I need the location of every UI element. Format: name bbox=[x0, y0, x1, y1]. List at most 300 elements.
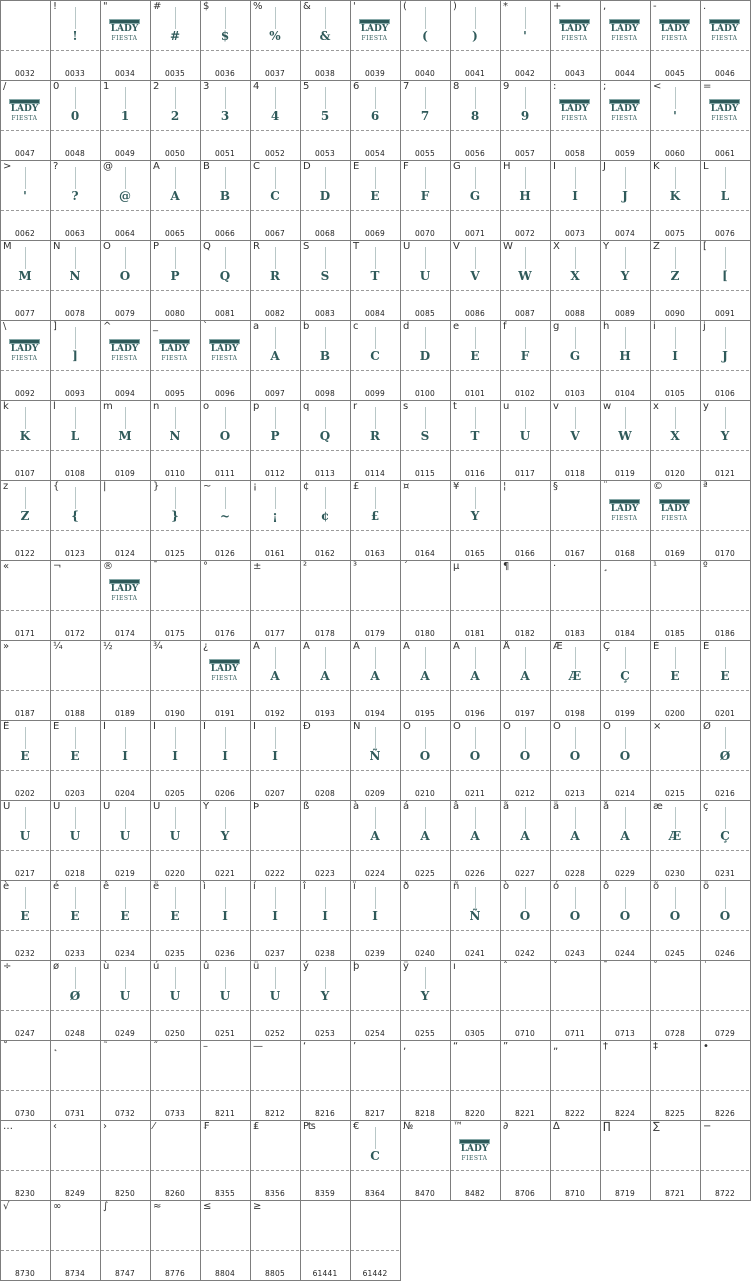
char-code: 0069 bbox=[365, 229, 385, 238]
glyph-sample bbox=[700, 749, 750, 763]
glyph-cell bbox=[700, 960, 750, 1040]
glyph-sample bbox=[400, 749, 450, 763]
baseline-guide bbox=[651, 1090, 699, 1091]
baseline-guide bbox=[351, 290, 399, 291]
key-char: ù bbox=[103, 961, 110, 972]
logo-subtitle: FIESTA bbox=[661, 515, 688, 522]
baseline-guide bbox=[1, 770, 49, 771]
char-code: 0086 bbox=[465, 309, 485, 318]
glyph-cell bbox=[0, 160, 50, 240]
char-code: 0072 bbox=[515, 229, 535, 238]
glyph-cell bbox=[100, 880, 150, 960]
char-code: 0227 bbox=[515, 869, 535, 878]
key-char: @ bbox=[103, 161, 113, 172]
char-code: 0163 bbox=[365, 549, 385, 558]
char-code: 0198 bbox=[565, 709, 585, 718]
char-code: 0043 bbox=[565, 69, 585, 78]
key-char: Æ bbox=[553, 641, 563, 652]
hanging-string bbox=[125, 407, 126, 429]
glyph-cell bbox=[0, 240, 50, 320]
lady-fiesta-logo bbox=[658, 499, 691, 531]
glyph-sample bbox=[50, 509, 100, 523]
glyph-cell bbox=[450, 80, 500, 160]
hanging-string bbox=[175, 87, 176, 109]
key-char: [ bbox=[703, 241, 707, 252]
baseline-guide bbox=[201, 770, 249, 771]
glyph-sample bbox=[250, 509, 300, 523]
hanging-string bbox=[275, 727, 276, 749]
char-code: 0175 bbox=[165, 629, 185, 638]
char-code: 0248 bbox=[65, 1029, 85, 1038]
baseline-guide bbox=[151, 850, 199, 851]
char-code: 0162 bbox=[315, 549, 335, 558]
baseline-guide bbox=[1, 690, 49, 691]
hanging-string bbox=[225, 887, 226, 909]
baseline-guide bbox=[301, 1090, 349, 1091]
hanging-string bbox=[475, 807, 476, 829]
key-char: G bbox=[453, 161, 461, 172]
logo-subtitle: FIESTA bbox=[111, 35, 138, 42]
char-code: 0243 bbox=[565, 949, 585, 958]
baseline-guide bbox=[101, 770, 149, 771]
hanging-string bbox=[425, 247, 426, 269]
baseline-guide bbox=[601, 450, 649, 451]
key-char: £ bbox=[353, 481, 360, 492]
glyph-cell bbox=[700, 800, 750, 880]
baseline-guide bbox=[451, 690, 499, 691]
char-code: 0237 bbox=[265, 949, 285, 958]
glyph-char: F bbox=[520, 349, 530, 363]
char-code: 0071 bbox=[465, 229, 485, 238]
glyph-cell bbox=[350, 1040, 400, 1120]
glyph-cell bbox=[350, 1200, 400, 1280]
lady-fiesta-logo bbox=[658, 19, 691, 51]
key-char: Ï bbox=[253, 721, 256, 732]
glyph-char: Y bbox=[720, 429, 730, 443]
grid-horizontal-line bbox=[0, 1120, 751, 1121]
glyph-char: O bbox=[619, 749, 631, 763]
hanging-string bbox=[325, 407, 326, 429]
glyph-sample bbox=[50, 909, 100, 923]
baseline-guide bbox=[151, 210, 199, 211]
key-char: g bbox=[553, 321, 560, 332]
char-code: 0183 bbox=[565, 629, 585, 638]
glyph-char: U bbox=[119, 989, 131, 1003]
glyph-cell bbox=[0, 960, 50, 1040]
key-char: y bbox=[703, 401, 709, 412]
glyph-char: 8 bbox=[470, 109, 480, 123]
glyph-char: I bbox=[672, 349, 678, 363]
hanging-string bbox=[725, 727, 726, 749]
key-char: Ô bbox=[503, 721, 511, 732]
char-code: 0078 bbox=[65, 309, 85, 318]
key-char: ´ bbox=[403, 561, 408, 572]
hanging-string bbox=[425, 647, 426, 669]
baseline-guide bbox=[701, 850, 749, 851]
char-code: 8225 bbox=[665, 1109, 685, 1118]
glyph-sample bbox=[500, 669, 550, 683]
glyph-char: 0 bbox=[70, 109, 80, 123]
key-char: S bbox=[303, 241, 310, 252]
hanging-string bbox=[75, 727, 76, 749]
glyph-char: O bbox=[219, 429, 231, 443]
char-code: 0095 bbox=[165, 389, 185, 398]
glyph-cell bbox=[100, 1040, 150, 1120]
key-char: „ bbox=[553, 1041, 559, 1052]
hanging-string bbox=[125, 967, 126, 989]
baseline-guide bbox=[1, 290, 49, 291]
hanging-string bbox=[375, 887, 376, 909]
logo-subtitle: FIESTA bbox=[561, 115, 588, 122]
key-char: = bbox=[703, 81, 712, 92]
char-code: 0036 bbox=[215, 69, 235, 78]
glyph-cell bbox=[250, 1120, 300, 1200]
glyph-cell bbox=[0, 480, 50, 560]
baseline-guide bbox=[151, 50, 199, 51]
baseline-guide bbox=[701, 1010, 749, 1011]
baseline-guide bbox=[551, 690, 599, 691]
baseline-guide bbox=[501, 1090, 549, 1091]
glyph-cell bbox=[300, 160, 350, 240]
char-code: 0221 bbox=[215, 869, 235, 878]
hanging-string bbox=[525, 807, 526, 829]
baseline-guide bbox=[51, 1170, 99, 1171]
glyph-char: # bbox=[169, 29, 181, 43]
baseline-guide bbox=[651, 290, 699, 291]
char-code: 0041 bbox=[465, 69, 485, 78]
hanging-string bbox=[725, 647, 726, 669]
baseline-guide bbox=[301, 770, 349, 771]
glyph-char: H bbox=[519, 189, 531, 203]
glyph-sample bbox=[450, 29, 500, 43]
char-code: 0068 bbox=[315, 229, 335, 238]
char-code: 0046 bbox=[715, 69, 735, 78]
key-char: H bbox=[503, 161, 511, 172]
baseline-guide bbox=[451, 770, 499, 771]
hanging-string bbox=[725, 167, 726, 189]
key-char: ² bbox=[303, 561, 308, 572]
char-code: 0195 bbox=[415, 709, 435, 718]
baseline-guide bbox=[301, 50, 349, 51]
glyph-cell bbox=[150, 480, 200, 560]
hanging-string bbox=[575, 407, 576, 429]
glyph-cell bbox=[350, 800, 400, 880]
glyph-cell bbox=[350, 640, 400, 720]
baseline-guide bbox=[551, 1010, 599, 1011]
glyph-sample bbox=[350, 669, 400, 683]
glyph-char: 4 bbox=[270, 109, 280, 123]
glyph-sample bbox=[300, 429, 350, 443]
char-code: 0710 bbox=[515, 1029, 535, 1038]
key-char: Á bbox=[303, 641, 310, 652]
hanging-string bbox=[275, 87, 276, 109]
grid-horizontal-line bbox=[0, 720, 751, 721]
glyph-cell bbox=[550, 400, 600, 480]
char-code: 0057 bbox=[515, 149, 535, 158]
glyph-char: U bbox=[419, 269, 431, 283]
glyph-cell bbox=[50, 1200, 100, 1280]
baseline-guide bbox=[151, 610, 199, 611]
glyph-sample bbox=[650, 429, 700, 443]
glyph-cell bbox=[650, 960, 700, 1040]
baseline-guide bbox=[651, 690, 699, 691]
key-char: ^ bbox=[103, 321, 112, 332]
grid-horizontal-line bbox=[0, 240, 751, 241]
char-code: 0106 bbox=[715, 389, 735, 398]
hanging-string bbox=[125, 727, 126, 749]
char-code: 8216 bbox=[315, 1109, 335, 1118]
key-char: ® bbox=[103, 561, 113, 572]
glyph-cell bbox=[200, 800, 250, 880]
key-char: o bbox=[203, 401, 210, 412]
glyph-cell bbox=[100, 240, 150, 320]
glyph-cell bbox=[50, 80, 100, 160]
key-char: j bbox=[703, 321, 706, 332]
baseline-guide bbox=[701, 370, 749, 371]
key-char: + bbox=[553, 1, 562, 12]
glyph-cell bbox=[150, 1040, 200, 1120]
glyph-cell bbox=[50, 720, 100, 800]
glyph-sample bbox=[250, 189, 300, 203]
key-char: * bbox=[503, 1, 508, 12]
glyph-cell bbox=[250, 1040, 300, 1120]
glyph-cell bbox=[600, 560, 650, 640]
char-code: 0045 bbox=[665, 69, 685, 78]
glyph-sample bbox=[150, 909, 200, 923]
glyph-cell bbox=[650, 1120, 700, 1200]
key-char: î bbox=[303, 881, 306, 892]
glyph-cell bbox=[100, 0, 150, 80]
char-code: 0206 bbox=[215, 789, 235, 798]
glyph-cell bbox=[300, 1120, 350, 1200]
logo-subtitle: FIESTA bbox=[711, 115, 738, 122]
glyph-char: O bbox=[719, 909, 731, 923]
key-char: ¯ bbox=[153, 561, 158, 572]
char-code: 0053 bbox=[315, 149, 335, 158]
key-char: ˆ bbox=[503, 961, 508, 972]
key-char: > bbox=[3, 161, 12, 172]
glyph-cell bbox=[50, 320, 100, 400]
hanging-string bbox=[225, 87, 226, 109]
char-code: 0050 bbox=[165, 149, 185, 158]
glyph-cell bbox=[300, 240, 350, 320]
char-code: 0073 bbox=[565, 229, 585, 238]
char-code: 0192 bbox=[265, 709, 285, 718]
char-code: 0228 bbox=[565, 869, 585, 878]
char-code: 0194 bbox=[365, 709, 385, 718]
hanging-string bbox=[75, 487, 76, 509]
glyph-cell bbox=[650, 560, 700, 640]
baseline-guide bbox=[401, 770, 449, 771]
glyph-cell bbox=[100, 160, 150, 240]
logo-subtitle: FIESTA bbox=[11, 355, 38, 362]
hanging-string bbox=[75, 887, 76, 909]
glyph-sample bbox=[500, 269, 550, 283]
baseline-guide bbox=[151, 530, 199, 531]
baseline-guide bbox=[451, 1090, 499, 1091]
key-char: e bbox=[453, 321, 460, 332]
baseline-guide bbox=[51, 130, 99, 131]
glyph-sample bbox=[600, 349, 650, 363]
char-code: 0245 bbox=[665, 949, 685, 958]
key-char: Å bbox=[503, 641, 510, 652]
glyph-char: & bbox=[319, 29, 331, 43]
glyph-cell bbox=[700, 720, 750, 800]
logo-subtitle: FIESTA bbox=[11, 115, 38, 122]
key-char: ¿ bbox=[203, 641, 209, 652]
char-code: 0122 bbox=[15, 549, 35, 558]
hanging-string bbox=[325, 887, 326, 909]
glyph-cell bbox=[200, 640, 250, 720]
grid-horizontal-line bbox=[0, 80, 751, 81]
glyph-char: O bbox=[519, 749, 531, 763]
key-char: › bbox=[103, 1121, 107, 1132]
baseline-guide bbox=[151, 690, 199, 691]
char-code: 0197 bbox=[515, 709, 535, 718]
key-char: Û bbox=[103, 801, 111, 812]
baseline-guide bbox=[201, 930, 249, 931]
glyph-cell bbox=[550, 320, 600, 400]
hanging-string bbox=[575, 327, 576, 349]
baseline-guide bbox=[401, 130, 449, 131]
char-code: 0207 bbox=[265, 789, 285, 798]
baseline-guide bbox=[51, 210, 99, 211]
glyph-sample bbox=[100, 989, 150, 1003]
glyph-cell bbox=[50, 800, 100, 880]
glyph-char: U bbox=[169, 989, 181, 1003]
glyph-char: A bbox=[470, 829, 480, 843]
key-char: № bbox=[403, 1121, 414, 1132]
glyph-cell bbox=[600, 480, 650, 560]
glyph-sample bbox=[450, 909, 500, 923]
hanging-string bbox=[325, 247, 326, 269]
baseline-guide bbox=[251, 690, 299, 691]
glyph-char: E bbox=[70, 909, 80, 923]
key-char: ’ bbox=[353, 1041, 357, 1052]
key-char: | bbox=[103, 481, 107, 492]
char-code: 8249 bbox=[65, 1189, 85, 1198]
glyph-char: I bbox=[172, 749, 178, 763]
glyph-char: E bbox=[20, 749, 30, 763]
glyph-cell bbox=[600, 80, 650, 160]
logo-subtitle: FIESTA bbox=[661, 35, 688, 42]
hanging-string bbox=[25, 487, 26, 509]
key-char: E bbox=[353, 161, 360, 172]
key-char: } bbox=[153, 481, 160, 492]
glyph-cell bbox=[300, 0, 350, 80]
key-char: ‘ bbox=[303, 1041, 307, 1052]
glyph-sample bbox=[100, 429, 150, 443]
glyph-char: U bbox=[119, 829, 131, 843]
glyph-sample bbox=[300, 349, 350, 363]
baseline-guide bbox=[501, 450, 549, 451]
baseline-guide bbox=[351, 370, 399, 371]
glyph-sample bbox=[450, 269, 500, 283]
hanging-string bbox=[125, 887, 126, 909]
key-char: a bbox=[253, 321, 260, 332]
glyph-sample bbox=[500, 749, 550, 763]
glyph-sample bbox=[250, 269, 300, 283]
key-char: « bbox=[3, 561, 10, 572]
hanging-string bbox=[175, 967, 176, 989]
baseline-guide bbox=[551, 530, 599, 531]
grid-vertical-line bbox=[600, 0, 601, 1200]
glyph-cell bbox=[250, 720, 300, 800]
glyph-char: U bbox=[69, 829, 81, 843]
glyph-sample bbox=[250, 909, 300, 923]
char-code: 0121 bbox=[715, 469, 735, 478]
glyph-char: ) bbox=[472, 29, 478, 43]
key-char: / bbox=[3, 81, 7, 92]
baseline-guide bbox=[51, 1250, 99, 1251]
glyph-cell bbox=[150, 640, 200, 720]
key-char: ∏ bbox=[603, 1121, 611, 1132]
glyph-sample bbox=[50, 829, 100, 843]
glyph-char: E bbox=[470, 349, 480, 363]
glyph-cell bbox=[500, 480, 550, 560]
glyph-char: 3 bbox=[220, 109, 230, 123]
glyph-sample bbox=[700, 269, 750, 283]
hanging-string bbox=[625, 247, 626, 269]
glyph-char: Ñ bbox=[469, 909, 481, 923]
key-char: É bbox=[703, 641, 710, 652]
key-char: Õ bbox=[553, 721, 561, 732]
char-code: 0234 bbox=[115, 949, 135, 958]
glyph-cell bbox=[350, 560, 400, 640]
baseline-guide bbox=[501, 850, 549, 851]
baseline-guide bbox=[451, 50, 499, 51]
char-code: 0210 bbox=[415, 789, 435, 798]
glyph-cell bbox=[0, 80, 50, 160]
hanging-string bbox=[475, 7, 476, 29]
char-code: 8218 bbox=[415, 1109, 435, 1118]
baseline-guide bbox=[301, 930, 349, 931]
glyph-char: M bbox=[18, 269, 32, 283]
hanging-string bbox=[675, 647, 676, 669]
key-char: ¹ bbox=[653, 561, 658, 572]
hanging-string bbox=[525, 647, 526, 669]
glyph-char: 9 bbox=[520, 109, 530, 123]
key-char: × bbox=[653, 721, 662, 732]
glyph-cell bbox=[500, 1040, 550, 1120]
glyph-char: K bbox=[669, 189, 681, 203]
lady-fiesta-logo bbox=[358, 19, 391, 51]
lady-fiesta-logo bbox=[108, 339, 141, 371]
glyph-sample bbox=[50, 189, 100, 203]
glyph-cell bbox=[400, 880, 450, 960]
glyph-char: ' bbox=[23, 189, 27, 203]
key-char: Î bbox=[203, 721, 206, 732]
key-char: ∫ bbox=[103, 1201, 109, 1212]
char-code: 0215 bbox=[665, 789, 685, 798]
glyph-sample bbox=[100, 189, 150, 203]
key-char: ± bbox=[253, 561, 262, 572]
glyph-cell bbox=[350, 720, 400, 800]
hanging-string bbox=[225, 167, 226, 189]
hanging-string bbox=[725, 327, 726, 349]
key-char: ì bbox=[203, 881, 206, 892]
glyph-char: A bbox=[170, 189, 180, 203]
key-char: È bbox=[653, 641, 660, 652]
glyph-char: A bbox=[520, 669, 530, 683]
baseline-guide bbox=[501, 1170, 549, 1171]
lady-fiesta-logo bbox=[608, 99, 641, 131]
char-code: 0255 bbox=[415, 1029, 435, 1038]
baseline-guide bbox=[501, 1010, 549, 1011]
glyph-cell bbox=[550, 160, 600, 240]
glyph-cell bbox=[150, 880, 200, 960]
hanging-string bbox=[325, 7, 326, 29]
